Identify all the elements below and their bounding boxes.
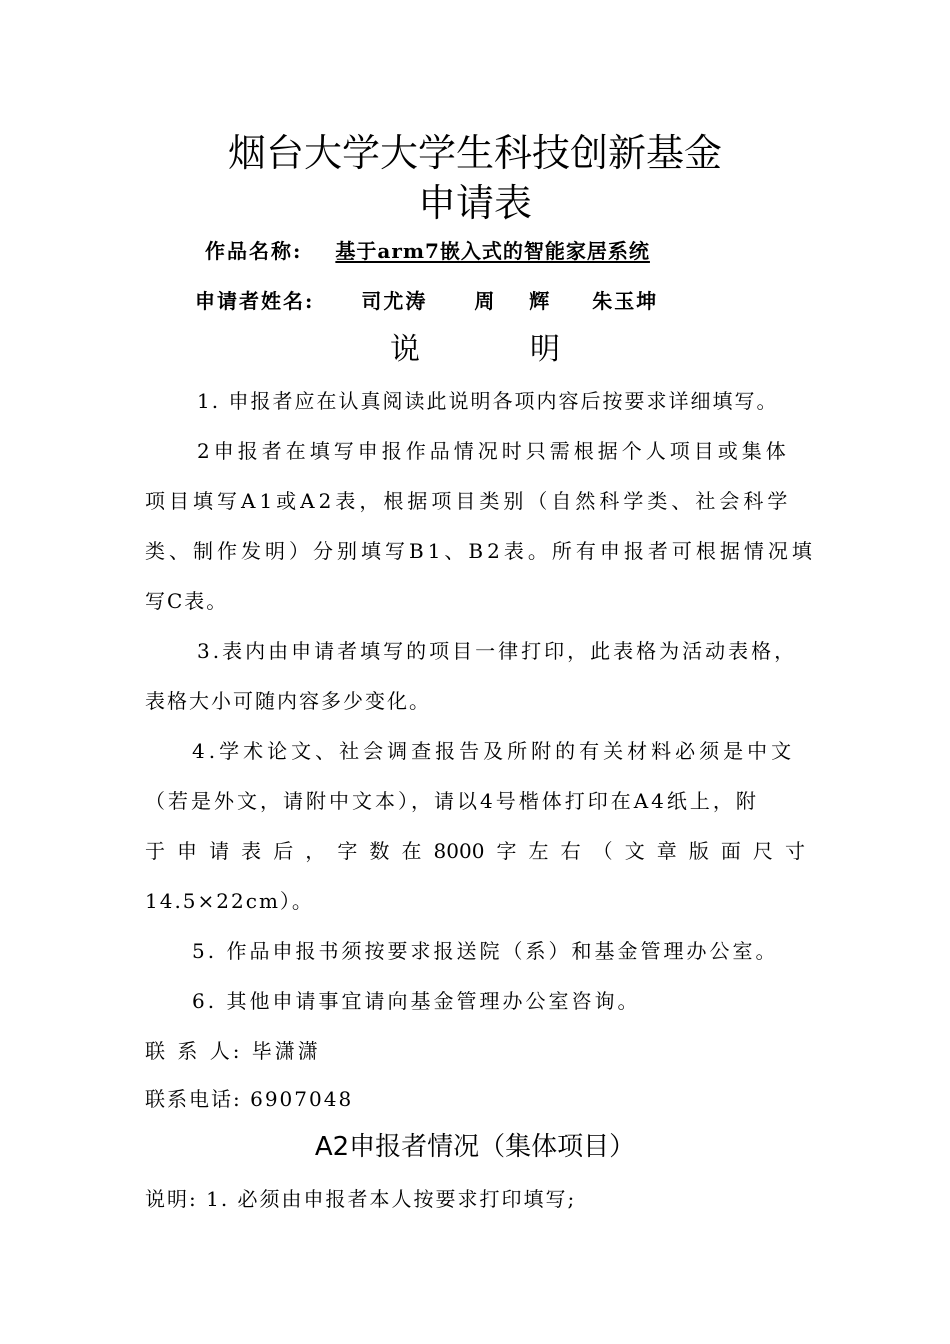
applicant-name: 周 辉 <box>474 289 564 313</box>
document-title: 烟台大学大学生科技创新基金 <box>227 131 722 175</box>
instruction-line: 4.学术论文、社会调查报告及所附的有关材料必须是中文 <box>192 739 796 763</box>
instructions-heading-char: 说 <box>390 332 420 367</box>
instruction-line: 写C表。 <box>145 589 229 613</box>
instructions-heading-char: 明 <box>530 332 560 367</box>
instruction-line: 1. 申报者应在认真阅读此说明各项内容后按要求详细填写。 <box>197 389 779 413</box>
contact-phone: 联系电话: 6907048 <box>145 1087 354 1111</box>
instructions-heading <box>0 330 950 370</box>
instruction-line: 2申报者在填写申报作品情况时只需根据个人项目或集体 <box>197 439 790 463</box>
section-note: 说明: 1. 必须由申报者本人按要求打印填写; <box>145 1187 577 1211</box>
work-name-label: 作品名称: <box>205 239 303 263</box>
instruction-line: 表格大小可随内容多少变化。 <box>145 689 431 713</box>
instruction-line: 类、制作发明）分别填写B1、B2表。所有申报者可根据情况填 <box>145 539 816 563</box>
instruction-line: 14.5×22cm）。 <box>145 889 314 913</box>
applicant-row <box>195 288 658 314</box>
work-name-row <box>205 238 650 264</box>
contact-person: 联 系 人: 毕潇潇 <box>145 1039 321 1063</box>
instruction-line: 6. 其他申请事宜请向基金管理办公室咨询。 <box>192 989 641 1013</box>
instruction-line: 项目填写A1或A2表，根据项目类别（自然科学类、社会科学 <box>145 489 792 513</box>
instruction-line: （若是外文，请附中文本），请以4号楷体打印在A4纸上，附 <box>145 789 759 813</box>
work-name-value: 基于arm7嵌入式的智能家居系统 <box>335 239 650 263</box>
instruction-line: 于申请表后，字数在8000字左右（文章版面尺寸 <box>145 839 805 863</box>
applicant-label: 申请者姓名: <box>195 289 315 313</box>
document-subtitle: 申请表 <box>417 181 532 225</box>
applicant-name: 朱玉坤 <box>592 289 659 313</box>
section-title: A2申报者情况（集体项目） <box>314 1132 636 1162</box>
applicant-name: 司尤涛 <box>361 289 428 313</box>
instruction-line: 5. 作品申报书须按要求报送院（系）和基金管理办公室。 <box>192 939 779 963</box>
instruction-line: 3.表内由申请者填写的项目一律打印，此表格为活动表格， <box>197 639 798 663</box>
